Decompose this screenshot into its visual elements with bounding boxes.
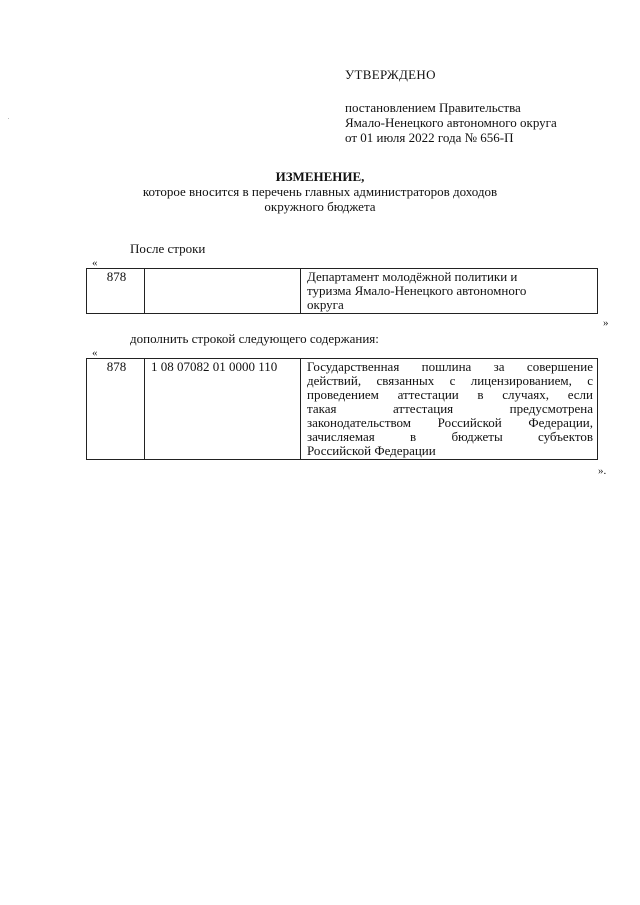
revenue-name-line: зачисляемая в бюджеты субъектов [307, 429, 593, 444]
admin-name-line: Департамент молодёжной политики и [307, 269, 518, 284]
admin-name-line: туризма Ямало-Ненецкого автономного [307, 283, 527, 298]
admin-name-line: округа [307, 297, 344, 312]
heading-subtitle-2: окружного бюджета [264, 199, 376, 214]
after-row-text: После строки [130, 241, 206, 256]
table-row [87, 359, 598, 460]
scan-speck [8, 118, 9, 119]
approval-line-2: Ямало-Ненецкого автономного округа [345, 115, 557, 130]
document-heading [100, 169, 540, 214]
original-row-table [86, 268, 598, 314]
kbk-cell: 1 08 07082 01 0000 110 [145, 359, 301, 460]
heading-subtitle-1: которое вносится в перечень главных администраторов доходов [142, 184, 498, 199]
revenue-name-line: Государственная пошлина за совершение [307, 359, 593, 374]
quote-close-1: » [603, 317, 609, 329]
revenue-name-line: действий, связанных с лицензированием, с [307, 373, 593, 388]
revenue-name-cell [301, 359, 598, 460]
quote-close-2: ». [598, 465, 607, 477]
revenue-name-line: проведением аттестации в случаях, если [307, 387, 593, 402]
approval-line-3: от 01 июля 2022 года № 656-П [345, 130, 514, 145]
quote-open-2: « [92, 347, 98, 359]
heading-title: ИЗМЕНЕНИЕ, [275, 169, 365, 184]
approval-block [345, 67, 557, 145]
revenue-name-line: такая аттестация предусмотрена [307, 401, 593, 416]
add-row-text: дополнить строкой следующего содержания: [130, 331, 379, 346]
new-row-table [86, 358, 598, 460]
revenue-name-line: законодательством Российской Федерации, [307, 415, 593, 430]
approval-title: УТВЕРЖДЕНО [345, 67, 436, 82]
quote-open-1: « [92, 257, 98, 269]
admin-name-cell [301, 269, 598, 314]
table-row [87, 269, 598, 314]
kbk-cell [145, 269, 301, 314]
admin-code-cell: 878 [87, 359, 145, 460]
approval-line-1: постановлением Правительства [345, 100, 521, 115]
revenue-name-line: Российской Федерации [307, 443, 436, 458]
admin-code-cell: 878 [87, 269, 145, 314]
